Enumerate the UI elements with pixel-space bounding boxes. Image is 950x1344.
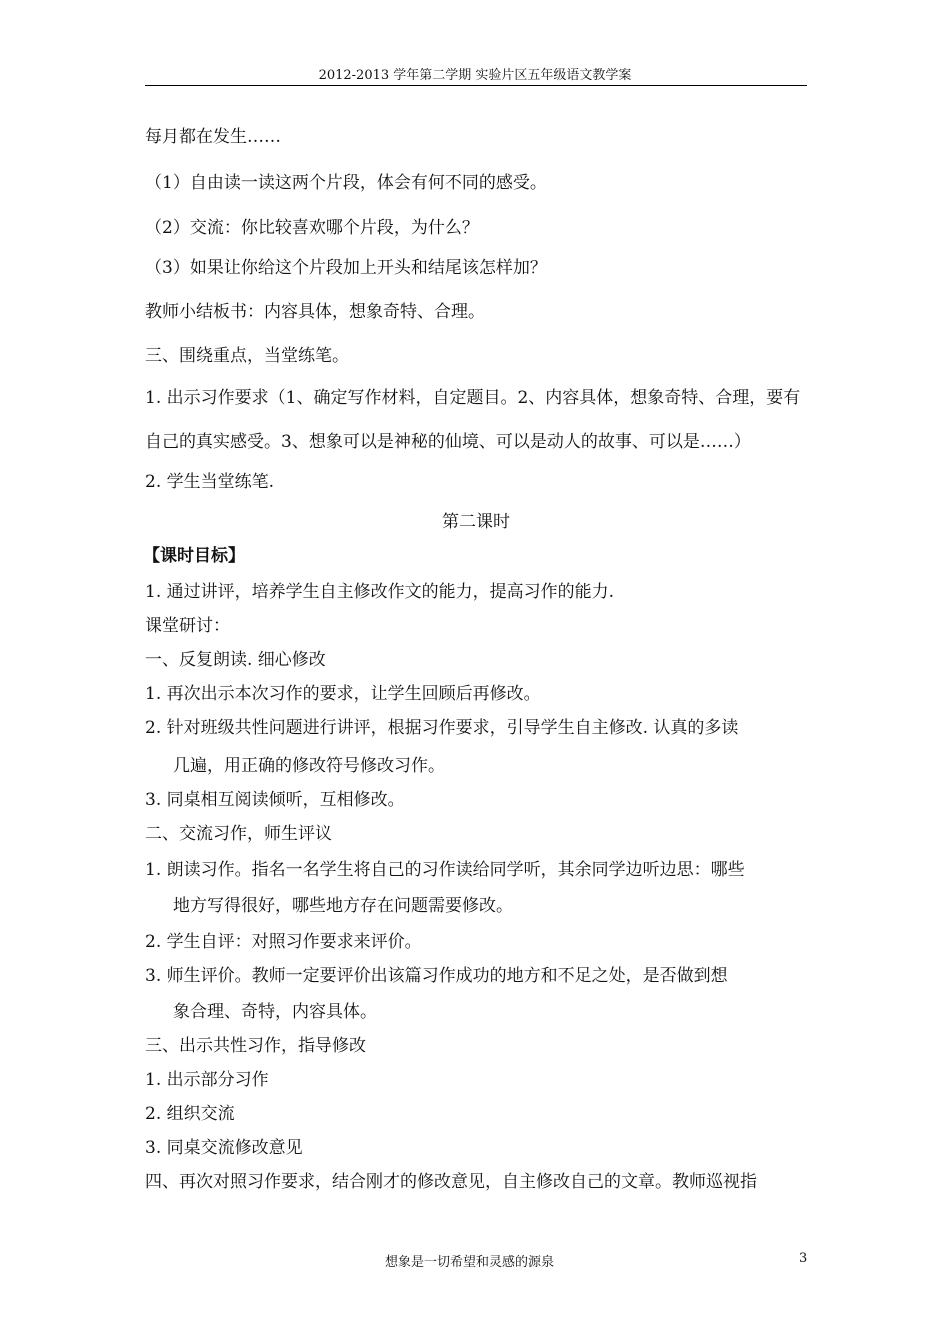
list-item: 3. 师生评价。教师一定要评价出该篇习作成功的地方和不足之处，是否做到想 <box>145 966 728 986</box>
list-item-continuation: 地方写得很好，哪些地方存在问题需要修改。 <box>173 896 513 916</box>
section-heading: 四、再次对照习作要求，结合刚才的修改意见，自主修改自己的文章。教师巡视指 <box>145 1172 757 1192</box>
objectives-heading: 【课时目标】 <box>143 546 245 566</box>
header-rule <box>145 85 807 86</box>
list-item-continuation: 象合理、奇特，内容具体。 <box>173 1002 377 1022</box>
page-number: 3 <box>799 1251 808 1266</box>
text-line: 1. 出示习作要求（1、确定写作材料，自定题目。2、内容具体，想象奇特、合理，要有 <box>145 388 801 408</box>
text-line: 2. 学生当堂练笔. <box>145 472 275 492</box>
text-line: 课堂研讨： <box>145 616 230 636</box>
list-item: 1. 再次出示本次习作的要求，让学生回顾后再修改。 <box>145 684 541 704</box>
page-header: 2012-2013 学年第二学期 实验片区五年级语文教学案 <box>318 68 632 83</box>
list-item: 2. 组织交流 <box>145 1104 235 1124</box>
list-item: 3. 同桌交流修改意见 <box>145 1138 303 1158</box>
text-line: （1）自由读一读这两个片段，体会有何不同的感受。 <box>145 173 547 193</box>
list-item: 2. 学生自评：对照习作要求来评价。 <box>145 932 422 952</box>
list-item: 3. 同桌相互阅读倾听，互相修改。 <box>145 790 405 810</box>
list-item: 2. 针对班级共性问题进行讲评，根据习作要求，引导学生自主修改. 认真的多读 <box>145 718 739 738</box>
text-line: 教师小结板书：内容具体，想象奇特、合理。 <box>145 302 485 322</box>
section-heading: 三、围绕重点，当堂练笔。 <box>145 346 349 366</box>
text-line: （3）如果让你给这个片段加上开头和结尾该怎样加？ <box>145 258 547 278</box>
section-heading: 三、出示共性习作，指导修改 <box>145 1036 366 1056</box>
section-heading: 二、交流习作，师生评议 <box>145 824 332 844</box>
text-line: 自己的真实感受。3、想象可以是神秘的仙境、可以是动人的故事、可以是……） <box>145 432 751 452</box>
lesson-title: 第二课时 <box>442 512 510 532</box>
list-item: 1. 出示部分习作 <box>145 1070 269 1090</box>
list-item: 1. 朗读习作。指名一名学生将自己的习作读给同学听，其余同学边听边思：哪些 <box>145 860 745 880</box>
text-line: 每月都在发生…… <box>145 127 281 147</box>
section-heading: 一、反复朗读. 细心修改 <box>145 650 326 670</box>
text-line: （2）交流：你比较喜欢哪个片段，为什么？ <box>145 218 479 238</box>
list-item-continuation: 几遍，用正确的修改符号修改习作。 <box>173 756 445 776</box>
footer-motto: 想象是一切希望和灵感的源泉 <box>385 1255 555 1270</box>
text-line: 1. 通过讲评，培养学生自主修改作文的能力，提高习作的能力. <box>145 582 615 602</box>
